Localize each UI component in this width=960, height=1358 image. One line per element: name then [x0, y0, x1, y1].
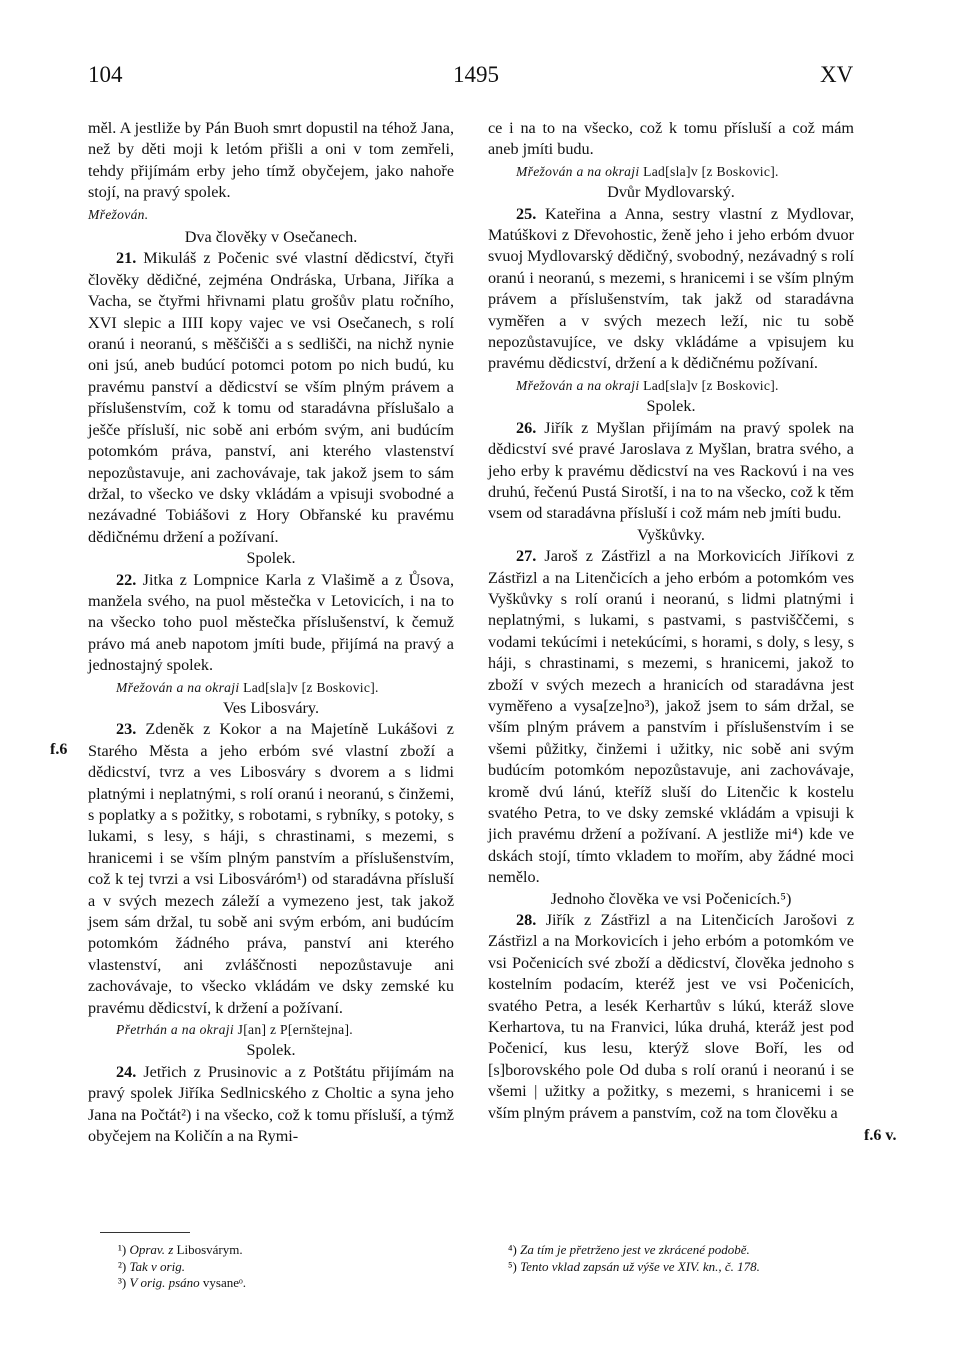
- note-upright: Lad[sla]v [z Boskovic].: [643, 377, 779, 393]
- entry-number: 25.: [516, 204, 537, 223]
- footnote-3: [118, 1275, 438, 1292]
- year-heading: 1495: [453, 62, 499, 87]
- entry-text: Jiřík z Myšlan přijímám na pravý spolek na dědicství své pravé Jaroslava z Myšlan, bratra svého, a jeho erby k pravému dědicství na ves Rackovú i na ves druhú, řečenú Pustá Sirotší, i na to na všecko, což k těm vsem od staradávna přísluší i což mám neb jmíti budu.: [488, 418, 855, 523]
- note-upright: Lad[sla]v [z Boskovic].: [243, 679, 379, 695]
- footnote-mark: ⁵): [508, 1258, 517, 1274]
- entry-heading: Jednoho člověka ve vsi Počenicích.⁵): [550, 889, 792, 908]
- note-italic: Mřežován a na okraji: [116, 679, 240, 695]
- entry-22: [88, 570, 454, 677]
- entry-heading: Dva člověky v Osečanech.: [184, 228, 358, 247]
- footnote-1: [118, 1242, 438, 1259]
- note-upright: Lad[sla]v [z Boskovic].: [643, 163, 779, 179]
- register-note: [488, 161, 854, 182]
- entry-text: Jaroš z Zástřizl a na Morkovicích Jiříkovi z Zástřizl a na Litenčicích a jeho erbóm a potomkóm ves Vyškůvky s rolí oranú i neoranú, s lidmi platnými i neplatnými, s lukami, s pastvami, s pastvišččemi, s vodami tekúcími i netekúcími, s horami, s doly, s lesy, s háji, s chrastinami, s mezemi, s hranicemi, jakož to zboží v svých mezech a hranicích od staradávna jest vyměřeno a vysa[ze]no³), jakož jsem to sám držal, se vším plným právem a panstvím i příslušenstvím i se všemi půžitky, činžemi i užitky, nic sobě ani svým budúcím potomkóm nepozůstavuje, ani zachovávaje, kromě dvú lánú, kteříž sluší do Litenčic k kostelu svatého Petra, to ve dsky zemské vkládám a vpisuji k jich pravému držení a požívaní. A jestliže mi⁴) kde ve dskách stojí, tímto vkladem to mořím, aby žádné moci nemělo.: [488, 547, 855, 887]
- footnote-italic: Oprav. z: [129, 1242, 174, 1257]
- entry-heading: Dvůr Mydlovarský.: [607, 183, 735, 202]
- footnote-upright: Libosvárym.: [176, 1242, 243, 1257]
- entry-24: [88, 1062, 454, 1148]
- entry-heading: Ves Libosváry.: [222, 698, 320, 717]
- right-column: [488, 118, 854, 1124]
- footnote-mark: ³): [118, 1275, 127, 1290]
- continuation-paragraph: ce i na to na všecko, což k tomu přísluší a což mám aneb jmíti budu.: [488, 119, 854, 159]
- entry-text: Zdeněk z Kokor a na Majetíně Lukášovi z Starého Města a jeho erbóm své vlastní zboží a dědicství, tvrz a ves Libosváry s dvorem a s lidmi platnými i neplatnými, s rolí oranú i neoranú, s činžemi, s poplatky a s požitky, s robotami, s rybníky, s potoky, s lukami, s lesy, s háji, s chrastinami, s mezemi, s hranicemi i se vším plným panstvím a příslušenstvím, což k tej tvrzi a vsi Libosváróm¹) od staradávna přísluší a v svých mezech záleží a vymezeno jest, tak jakož jsem sám držal, tu sobě ani svým erbóm, ani budúcím potomkóm žádného práva, panství ani kterého vlastenství, ani zvláščnosti nepozůstavuje ani zachovávaje, to všecko vkládám ve dsky zemské ku pravému dědicství, k držení a požívaní.: [88, 720, 454, 1017]
- footnote-4: [508, 1242, 888, 1259]
- register-note: Mřežován.: [88, 206, 149, 222]
- entry-text: Kateřina a Anna, sestry vlastní z Mydlovar, Matúškovi z Dřevohostic, ženě jeho i jeho erbóm dvuor svuoj Mydlovarský dědičný, svobodný, nezávadný s rolí oranú i neoranú, s mezemi, s hranicemi i se vším plným právem a příslušenstvím, tak jakž od staradávna vyměřen a v svých mezech leží, nic tu sobě nepozůstavujíce, ve dsky vkládáme a vpisujem ku pravému dědicství, držení a k dědičnému požívaní.: [488, 204, 855, 373]
- entry-number: 27.: [516, 547, 537, 566]
- entry-heading: Spolek.: [646, 397, 696, 416]
- entry-number: 26.: [516, 418, 537, 437]
- entry-number: 28.: [516, 911, 537, 930]
- entry-number: 21.: [116, 249, 137, 268]
- entry-text: Mikuláš z Počenic své vlastní dědicství, čtyři člověky dědičné, zejména Ondráska, Urbana, Jiříka a Vacha, se čtyřmi hřivnami platu grošův platu ročního, XVI slepic a IIII kopy vajec ve vsi Osečanech, s rolí oranú i neoranú, s měščišči a s sedlišči, na nichž nynie oni jsú, aneb budúcí potomci potom po nich budú, ku pravému panství a dědicství se vším plným právem a příslušenstvím, což k tomu od staradávna příslušalo a ješče přísluší, nic sobě ani erbóm svým, ani budúcím potomkóm práva, panství, ani kterého vlastenství nepozůstavuje, ani zachovávaje, tak jakož jsem to sám držal, to všecko ve dsky vkládám a vpisuji svobodné a nezávadné Tobiášovi z Hory Obřanské ku pravému dědičnému držení a požívaní.: [88, 249, 455, 546]
- entry-text: Jiřík z Zástřizl a na Litenčicích Jarošovi z Zástřizl a na Morkovicích i jeho erbóm a potomkóm ve vsi Počenicích své zboží a dědicství, člověka jednoho s kostelním podacím, kteréž jest ve vsi Počenicích, svatého Petra, a lesék Kerhartův s lúkú, kteráž slove Kerhartova, tu na Franvici, lúka druhá, kteráž jest pod Počenicí, kus lesu, kterýž slove Boří, les od [s]borovského pole Od duba s rolí oranú i neoranú i se všemi | užitky a požitky, s mezemi, s hranicemi i se vším plným právem a panstvím, což na tom člověku a: [488, 911, 855, 1122]
- footnote-italic: Tento vklad zapsán už výše ve XIV. kn., č. 178.: [520, 1258, 760, 1274]
- page-number: 104: [88, 62, 123, 87]
- footnote-mark: ¹): [118, 1242, 127, 1257]
- entry-text: Jetřich z Prusinovic a z Potštátu přijímám na pravý spolek Jiříka Sedlnicského z Choltic a syna jeho Jana na Počtát²) i na všecko, což k tomu přísluší, a týmž obyčejem na Količín a na Rymi-: [88, 1062, 455, 1146]
- footnote-5: [508, 1259, 888, 1276]
- folio-note-left: f.6: [50, 741, 68, 758]
- left-column: [88, 118, 454, 1148]
- entry-text: Jitka z Lompnice Karla z Vlašimě a z Ůsova, manžela svého, na puol městečka v Letovicích, i na to na všecko toho puol městečka příslušenství, k čemuž právo má aneb napotom jmíti bude, přijímá na pravý a jednostajný spolek.: [88, 570, 455, 675]
- footnote-italic: Za tím je přetrženo jest ve zkrácené podobě.: [520, 1242, 750, 1257]
- folio-note-right: f.6 v.: [864, 1127, 897, 1144]
- register-note: [88, 1019, 454, 1040]
- entry-27: [488, 546, 854, 889]
- note-upright: J[an] z P[ernštejna].: [237, 1022, 353, 1038]
- entry-heading: Spolek.: [246, 1041, 296, 1060]
- continuation-paragraph: měl. A jestliže by Pán Buoh smrt dopustil na téhož Jana, než by děti moji k letóm přišli a oni v tom zemřeli, tehdy přijímám erby jeho tímž obyčejem, jako nahoře stojí, na pravý spolek.: [88, 119, 454, 202]
- note-italic: Mřežován a na okraji: [516, 163, 640, 179]
- footnote-2: [118, 1259, 438, 1276]
- entry-28: [488, 910, 854, 1124]
- register-note: [88, 677, 454, 698]
- entry-25: [488, 204, 854, 375]
- register-note: [488, 375, 854, 396]
- section-heading: XV: [820, 62, 854, 87]
- footnote-mark: ²): [118, 1258, 127, 1274]
- footnote-italic: Tak v orig.: [129, 1258, 185, 1274]
- footnotes-right: [508, 1242, 888, 1275]
- note-italic: Přetrhán a na okraji: [116, 1022, 234, 1038]
- entry-number: 24.: [116, 1062, 137, 1081]
- entry-21: [88, 248, 454, 548]
- entry-heading: Vyškůvky.: [637, 525, 705, 544]
- entry-number: 23.: [116, 720, 137, 739]
- entry-heading: Spolek.: [246, 549, 296, 568]
- entry-23: [88, 719, 454, 1019]
- footnotes-left: [118, 1242, 438, 1292]
- footnote-italic: V orig. psáno: [129, 1275, 200, 1290]
- note-italic: Mřežován a na okraji: [516, 377, 640, 393]
- footnote-upright: vysaneᵒ.: [202, 1275, 247, 1290]
- footnote-rule: [100, 1232, 190, 1233]
- footnote-mark: ⁴): [508, 1242, 517, 1257]
- entry-number: 22.: [116, 570, 137, 589]
- entry-26: [488, 418, 854, 525]
